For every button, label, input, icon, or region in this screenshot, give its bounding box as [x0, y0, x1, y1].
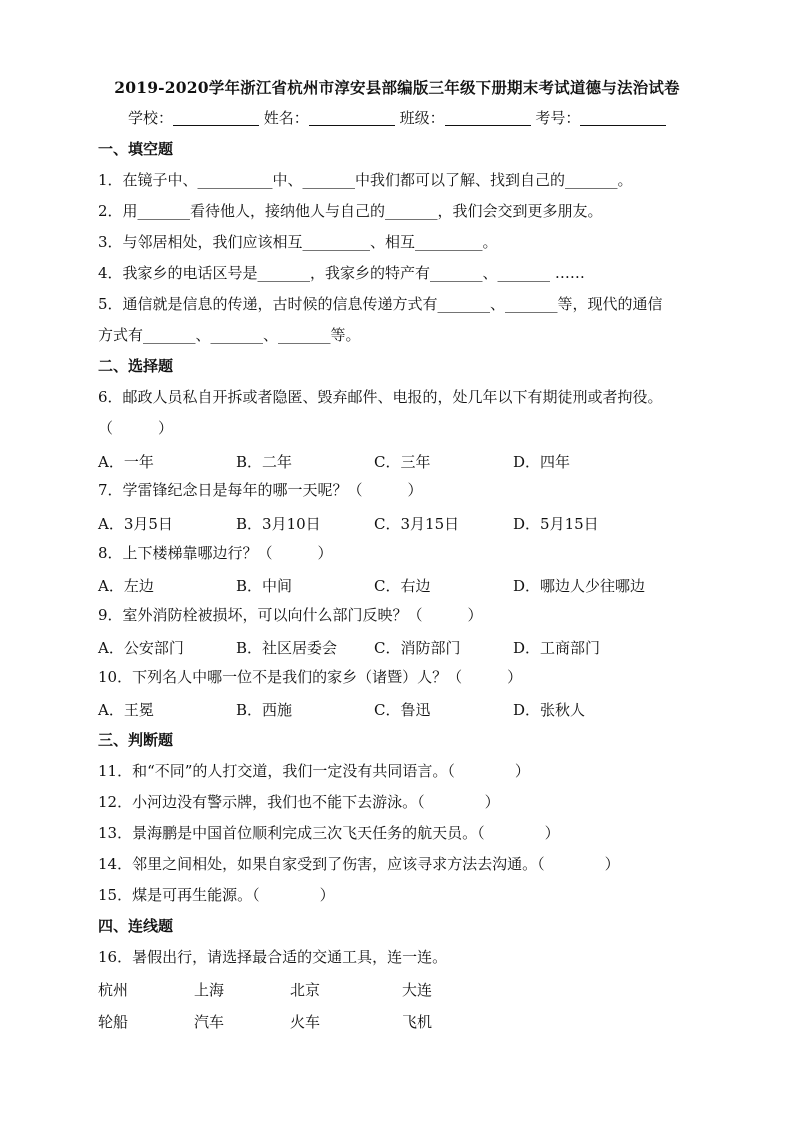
name-label: 姓名：: [263, 109, 309, 127]
question-6-line-1: 6．邮政人员私自开拆或者隐匿、毁弃邮件、电报的，处几年以下有期徒刑或者拘役。: [98, 388, 663, 406]
section-fill-heading: 一、填空题: [98, 140, 174, 158]
vehicle-item[interactable]: 轮船: [98, 1013, 129, 1031]
question-9: 9．室外消防栓被损坏，可以向什么部门反映？（ ）: [98, 606, 483, 624]
question-5-line-2: 方式有_______、_______、_______等。: [98, 326, 361, 344]
q6-option-d[interactable]: D．四年: [513, 453, 571, 471]
question-11: 11．和“不同”的人打交道，我们一定没有共同语言。（ ）: [98, 762, 530, 780]
q8-option-a[interactable]: A．左边: [98, 577, 154, 595]
q8-option-c[interactable]: C．右边: [374, 577, 431, 595]
q9-option-a[interactable]: A．公安部门: [98, 639, 184, 657]
question-15: 15．煤是可再生能源。（ ）: [98, 886, 335, 904]
city-item[interactable]: 上海: [194, 981, 225, 999]
question-2: 2．用_______看待他人，接纳他人与自己的_______，我们会交到更多朋友。: [98, 202, 603, 220]
question-5-line-1: 5．通信就是信息的传递，古时候的信息传递方式有_______、_______等，现代的通信: [98, 295, 663, 313]
question-8: 8．上下楼梯靠哪边行？（ ）: [98, 544, 333, 562]
q7-option-d[interactable]: D．5月15日: [513, 515, 599, 533]
q7-option-c[interactable]: C．3月15日: [374, 515, 460, 533]
question-6-line-2: （ ）: [98, 419, 174, 437]
q7-option-a[interactable]: A．3月5日: [98, 515, 173, 533]
question-4: 4．我家乡的电话区号是_______，我家乡的特产有_______、_______ ……: [98, 264, 585, 282]
q9-option-d[interactable]: D．工商部门: [513, 639, 601, 657]
question-12: 12．小河边没有警示牌，我们也不能下去游泳。（ ）: [98, 793, 500, 811]
question-1: 1．在镜子中、__________中、_______中我们都可以了解、找到自己的_______。: [98, 171, 633, 189]
section-match-heading: 四、连线题: [98, 917, 174, 935]
q6-option-b[interactable]: B．二年: [236, 453, 293, 471]
q10-option-c[interactable]: C．鲁迅: [374, 701, 431, 719]
q7-option-b[interactable]: B．3月10日: [236, 515, 321, 533]
city-item[interactable]: 杭州: [98, 981, 129, 999]
q10-option-d[interactable]: D．张秋人: [513, 701, 586, 719]
q8-option-d[interactable]: D．哪边人少往哪边: [513, 577, 646, 595]
question-3: 3．与邻居相处，我们应该相互_________、相互_________。: [98, 233, 498, 251]
name-blank[interactable]: [309, 109, 395, 126]
section-choice-heading: 二、选择题: [98, 357, 174, 375]
q6-option-c[interactable]: C．三年: [374, 453, 431, 471]
school-label: 学校：: [128, 109, 174, 127]
question-13: 13．景海鹏是中国首位顺利完成三次飞天任务的航天员。（ ）: [98, 824, 560, 842]
class-blank[interactable]: [445, 109, 531, 126]
question-16: 16．暑假出行，请选择最合适的交通工具，连一连。: [98, 948, 448, 966]
q6-option-a[interactable]: A．一年: [98, 453, 154, 471]
page-title: 2019-2020学年浙江省杭州市淳安县部编版三年级下册期末考试道德与法治试卷: [114, 78, 680, 97]
q8-option-b[interactable]: B．中间: [236, 577, 293, 595]
city-item[interactable]: 北京: [290, 981, 321, 999]
city-item[interactable]: 大连: [402, 981, 433, 999]
q10-option-a[interactable]: A．王冕: [98, 701, 154, 719]
q9-option-c[interactable]: C．消防部门: [374, 639, 461, 657]
class-label: 班级：: [399, 109, 445, 127]
question-14: 14．邻里之间相处，如果自家受到了伤害，应该寻求方法去沟通。（ ）: [98, 855, 620, 873]
student-info-row: [128, 107, 666, 128]
section-judge-heading: 三、判断题: [98, 731, 174, 749]
vehicle-item[interactable]: 火车: [290, 1013, 321, 1031]
question-10: 10．下列名人中哪一位不是我们的家乡（诸暨）人？（ ）: [98, 668, 523, 686]
vehicle-item[interactable]: 汽车: [194, 1013, 225, 1031]
q10-option-b[interactable]: B．西施: [236, 701, 293, 719]
vehicle-item[interactable]: 飞机: [402, 1013, 433, 1031]
exam-no-label: 考号：: [535, 109, 581, 127]
school-blank[interactable]: [173, 109, 259, 126]
question-7: 7．学雷锋纪念日是每年的哪一天呢？（ ）: [98, 481, 423, 499]
exam-no-blank[interactable]: [580, 109, 666, 126]
q9-option-b[interactable]: B．社区居委会: [236, 639, 338, 657]
